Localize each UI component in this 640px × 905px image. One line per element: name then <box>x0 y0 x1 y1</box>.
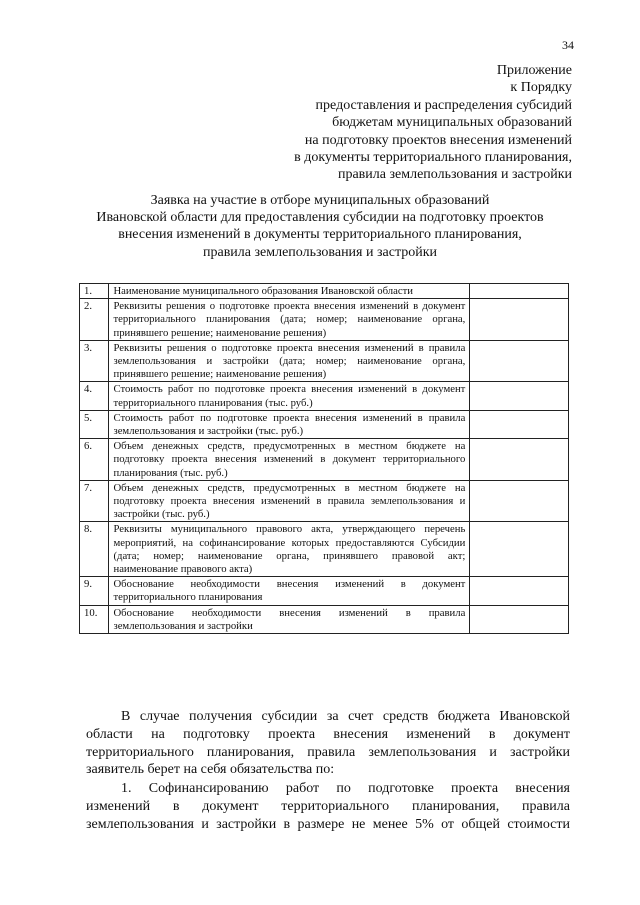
table-row <box>80 577 569 605</box>
paragraph-line: 1. Софинансированию работ по подготовке проекта внесения <box>121 781 570 796</box>
appendix-line: Приложение <box>496 63 572 78</box>
table-row <box>80 410 569 438</box>
table-row <box>80 480 569 522</box>
table-row <box>80 605 569 633</box>
row-number: 1. <box>80 284 109 299</box>
row-description: Стоимость работ по подготовке проекта внесения изменений в правила землепользования и застройки (тыс. руб.) <box>109 410 470 438</box>
row-number: 10. <box>80 605 109 633</box>
paragraph-line: заявитель берет на себя обязательства по: <box>86 762 335 778</box>
row-value-cell[interactable] <box>470 299 569 341</box>
row-description: Обоснование необходимости внесения изменений в правила землепользования и застройки <box>109 605 470 633</box>
row-value-cell[interactable] <box>470 410 569 438</box>
table-row <box>80 340 569 382</box>
row-number: 7. <box>80 480 109 522</box>
row-number: 4. <box>80 382 109 410</box>
row-number: 9. <box>80 577 109 605</box>
row-value-cell[interactable] <box>470 439 569 481</box>
paragraph-line: области на подготовку проекта внесения изменений в документ <box>86 726 570 742</box>
row-value-cell[interactable] <box>470 522 569 577</box>
row-number: 2. <box>80 299 109 341</box>
title-line: правила землепользования и застройки <box>202 244 438 260</box>
row-value-cell[interactable] <box>470 605 569 633</box>
row-description: Объем денежных средств, предусмотренных в местном бюджете на подготовку проекта внесения изменений в правила землепользования и застройки (тыс. руб.) <box>109 480 470 522</box>
row-number: 5. <box>80 410 109 438</box>
appendix-line: на подготовку проектов внесения изменений <box>304 132 572 148</box>
row-number: 3. <box>80 340 109 382</box>
appendix-header <box>112 62 572 184</box>
appendix-line: правила землепользования и застройки <box>337 167 572 183</box>
row-value-cell[interactable] <box>470 577 569 605</box>
appendix-line: предоставления и распределения субсидий <box>315 97 572 113</box>
application-table <box>79 283 569 634</box>
row-value-cell[interactable] <box>470 480 569 522</box>
table-row <box>80 382 569 410</box>
appendix-line: в документы территориального планирования, <box>294 150 572 166</box>
title-line: внесения изменений в документы территориального планирования, <box>118 227 522 243</box>
row-value-cell[interactable] <box>470 382 569 410</box>
row-value-cell[interactable] <box>470 340 569 382</box>
row-description: Реквизиты муниципального правового акта, утверждающего перечень мероприятий, на софинансирование которых предоставляются Субсидии (дата; номер; наименование органа, принявшего правовой акт; наименование правового акта) <box>109 522 470 577</box>
row-description: Стоимость работ по подготовке проекта внесения изменений в документ территориального планирования (тыс. руб.) <box>109 382 470 410</box>
row-description: Обоснование необходимости внесения изменений в документ территориального планирования <box>109 577 470 605</box>
row-number: 8. <box>80 522 109 577</box>
table-row <box>80 284 569 299</box>
paragraph-line: В случае получения субсидии за счет средств бюджета Ивановской <box>121 709 570 724</box>
table-row <box>80 439 569 481</box>
row-number: 6. <box>80 439 109 481</box>
row-description: Реквизиты решения о подготовке проекта внесения изменений в правила землепользования и застройки (дата; номер; наименование органа, принявшего решение; наименование решения) <box>109 340 470 382</box>
paragraph-line: территориального планирования, правила землепользования и застройки <box>86 744 570 760</box>
obligations-paragraph <box>86 708 570 779</box>
table-row <box>80 299 569 341</box>
row-description: Наименование муниципального образования Ивановской области <box>109 284 470 299</box>
appendix-line: к Порядку <box>510 80 572 96</box>
table-row <box>80 522 569 577</box>
document-title <box>70 192 570 261</box>
paragraph-line: изменений в документ территориального планирования, правила <box>86 798 570 814</box>
row-value-cell[interactable] <box>470 284 569 299</box>
row-description: Реквизиты решения о подготовке проекта внесения изменений в документ территориального планирования (дата; номер; наименование органа, принявшего решение; наименование решения) <box>109 299 470 341</box>
title-line: Заявка на участие в отборе муниципальных образований <box>150 193 490 208</box>
page-number: 34 <box>562 38 574 52</box>
appendix-line: бюджетам муниципальных образований <box>332 115 572 131</box>
paragraph-line: землепользования и застройки в размере не менее 5% от общей стоимости <box>86 816 570 832</box>
row-description: Объем денежных средств, предусмотренных в местном бюджете на подготовку проекта внесения изменений в документ территориального планирования (тыс. руб.) <box>109 439 470 481</box>
title-line: Ивановской области для предоставления субсидии на подготовку проектов <box>96 210 544 226</box>
cofinancing-paragraph <box>86 780 570 833</box>
